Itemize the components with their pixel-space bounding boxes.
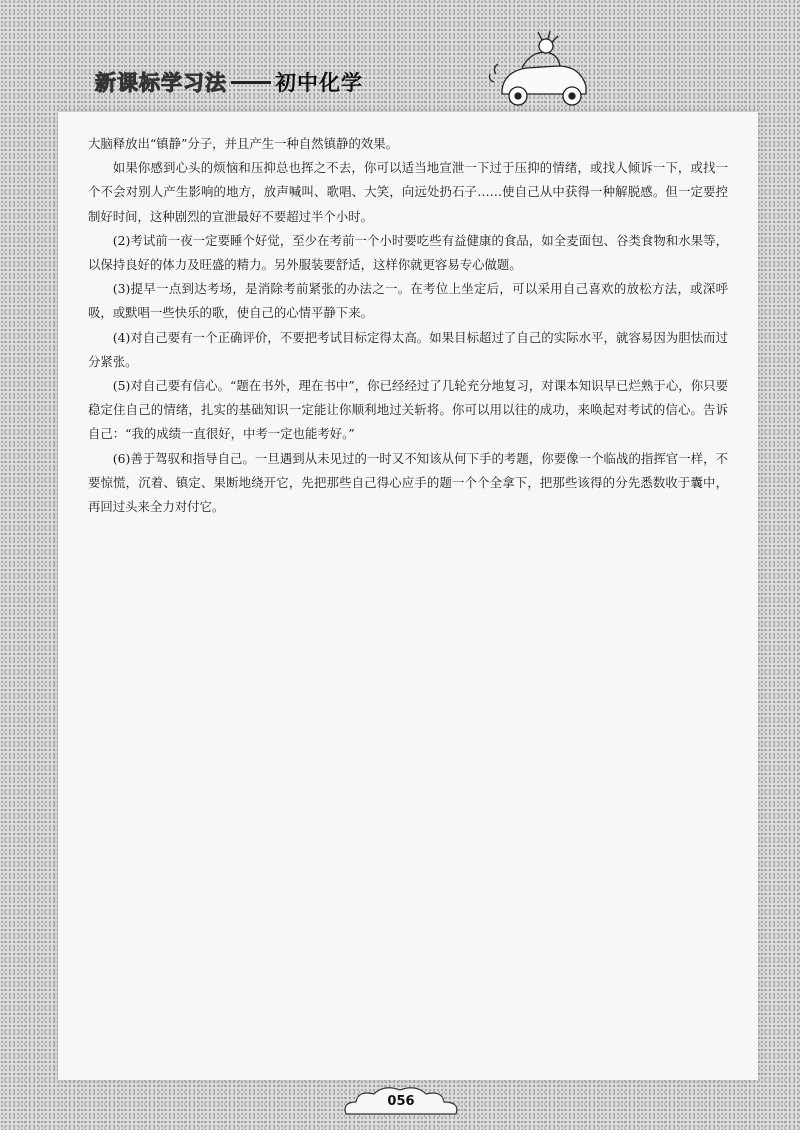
paragraph: 大脑释放出“镇静”分子，并且产生一种自然镇静的效果。 (88, 136, 399, 151)
series-title: 新课标学习法 (95, 71, 227, 95)
subject-title: 初中化学 (275, 71, 363, 95)
paragraph: (3)提早一点到达考场，是消除考前紧张的办法之一。在考位上坐定后，可以采用自己喜欢的放松方法，或深呼吸，或默唱一些快乐的歌，使自己的心情平静下来。 (88, 281, 728, 321)
paragraph: (4)对自己要有一个正确评价，不要把考试目标定得太高。如果目标超过了自己的实际水平，就容易因为胆怯而过分紧张。 (88, 329, 728, 369)
paragraph: (2)考试前一夜一定要睡个好觉，至少在考前一个小时要吃些有益健康的食品，如全麦面包、谷类食物和水果等，以保持良好的体力及旺盛的精力。另外服装要舒适，这样你就更容易专心做题。 (88, 232, 728, 273)
page-number: 056 (387, 1094, 415, 1109)
paragraph: 如果你感到心头的烦恼和压抑总也挥之不去，你可以适当地宣泄一下过于压抑的情绪，或找人倾诉一下，或找一个不会对别人产生影响的地方，放声喊叫、歌唱、大笑，向远处扔石子……使自己从中获得一种解脱感。但一定要控制好时间，这种剧烈的宣泄最好不要超过半个小时。 (88, 160, 728, 224)
car-mascot-illustration (488, 30, 598, 112)
paragraph: (5)对自己要有信心。“题在书外，理在书中”，你已经经过了几轮充分地复习，对课本知识早已烂熟于心，你只要稳定住自己的情绪，扎实的基础知识一定能让你顺利地过关斩将。你可以用以往的成功，来唤起对考试的信心。告诉自己：“我的成绩一直很好，中考一定也能考好。” (88, 378, 728, 442)
running-header (95, 66, 363, 98)
header-dash (231, 81, 271, 84)
body-text (88, 132, 728, 519)
page-number-badge (340, 1082, 462, 1122)
paragraph: (6)善于驾驭和指导自己。一旦遇到从未见过的一时又不知该从何下手的考题，你要像一个临战的指挥官一样，不要惊慌，沉着、镇定、果断地绕开它，先把那些自己得心应手的题一个个全拿下，把那些该得的分先悉数收于囊中，再回过头来全力对付它。 (88, 450, 728, 515)
